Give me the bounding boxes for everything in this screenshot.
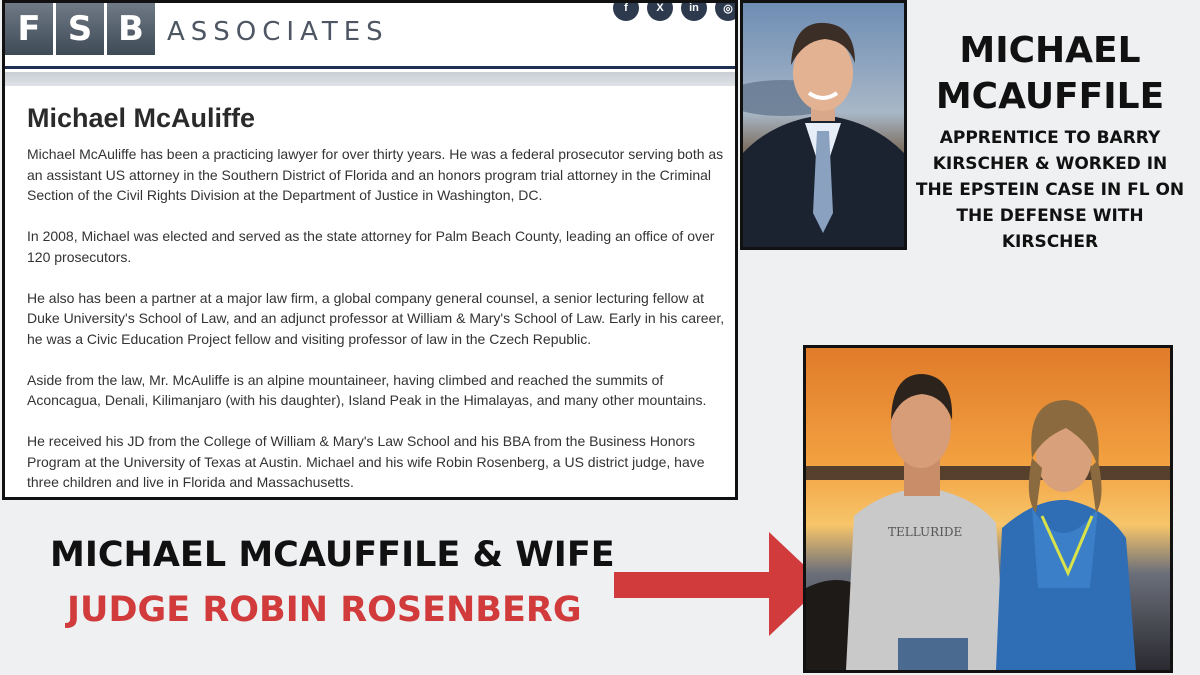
logo-letter-s: S (56, 3, 104, 55)
instagram-icon[interactable]: ◎ (715, 0, 738, 21)
bio-paragraph: Aside from the law, Mr. McAuliffe is an alpine mountaineer, having climbed and reached the summits of Aconcagua, Denali, Kilimanjaro (with his daughter), Island Peak in the Himalayas, and many other mountains. (27, 371, 707, 408)
caption-name-line2: MCAUFFILE (935, 76, 1165, 117)
bio-paragraph: In 2008, Michael was elected and served as the state attorney for Palm Beach County, leading an office of over 120 prosecutors. (27, 228, 715, 265)
website-screenshot (2, 0, 738, 500)
bio-paragraph: He also has been a partner at a major law firm, a global company general counsel, a senior lecturing fellow at Duke University's School of Law, and an adjunct professor at William & Mary's School of Law. Early in his career, he was a Civic Education Project fellow and visiting professor of law in the Czech Republic. (27, 289, 725, 347)
logo-letter-b: B (107, 3, 155, 55)
headshot-illustration (743, 3, 904, 247)
couple-photo (803, 345, 1173, 673)
shirt-text: TELLURIDE (888, 525, 963, 539)
bio-paragraph: He received his JD from the College of William & Mary's Law School and his BBA from the Business Honors Program at the University of Texas at Austin. Michael and his wife Robin Rosenberg, a US district judge, have three children and live in Florida and Massachusetts. (27, 433, 705, 490)
facebook-icon[interactable]: f (613, 0, 639, 21)
headshot-photo (740, 0, 907, 250)
fsb-logo (5, 3, 158, 55)
header-divider (5, 66, 735, 69)
logo-wordmark: ASSOCIATES (167, 17, 389, 47)
couple-illustration (806, 348, 1170, 670)
header-band (5, 72, 735, 86)
bio-body (27, 144, 737, 500)
caption-name-line1: MICHAEL (959, 30, 1141, 71)
bottom-caption-line1: MICHAEL MCAUFFILE & WIFE (50, 535, 615, 575)
x-icon[interactable]: X (647, 0, 673, 21)
bio-paragraph: Michael McAuliffe has been a practicing lawyer for over thirty years. He was a federal prosecutor serving both as an assistant US attorney in the Southern District of Florida and an honors program trial attorney in the Criminal Section of the Civil Rights Division at the Department of Justice in Washington, DC. (27, 146, 724, 203)
linkedin-icon[interactable]: in (681, 0, 707, 21)
bottom-caption-line2: JUDGE ROBIN ROSENBERG (67, 590, 582, 630)
social-links (613, 0, 738, 21)
caption-description: APPRENTICE TO BARRY KIRSCHER & WORKED IN THE EPSTEIN CASE IN FL ON THE DEFENSE WITH KIRSCHER (915, 128, 1185, 252)
logo-letter-f: F (5, 3, 53, 55)
site-header (5, 3, 735, 67)
arrow-right-icon (614, 532, 824, 636)
caption-name (915, 28, 1185, 120)
bio-title: Michael McAuliffe (27, 103, 256, 133)
